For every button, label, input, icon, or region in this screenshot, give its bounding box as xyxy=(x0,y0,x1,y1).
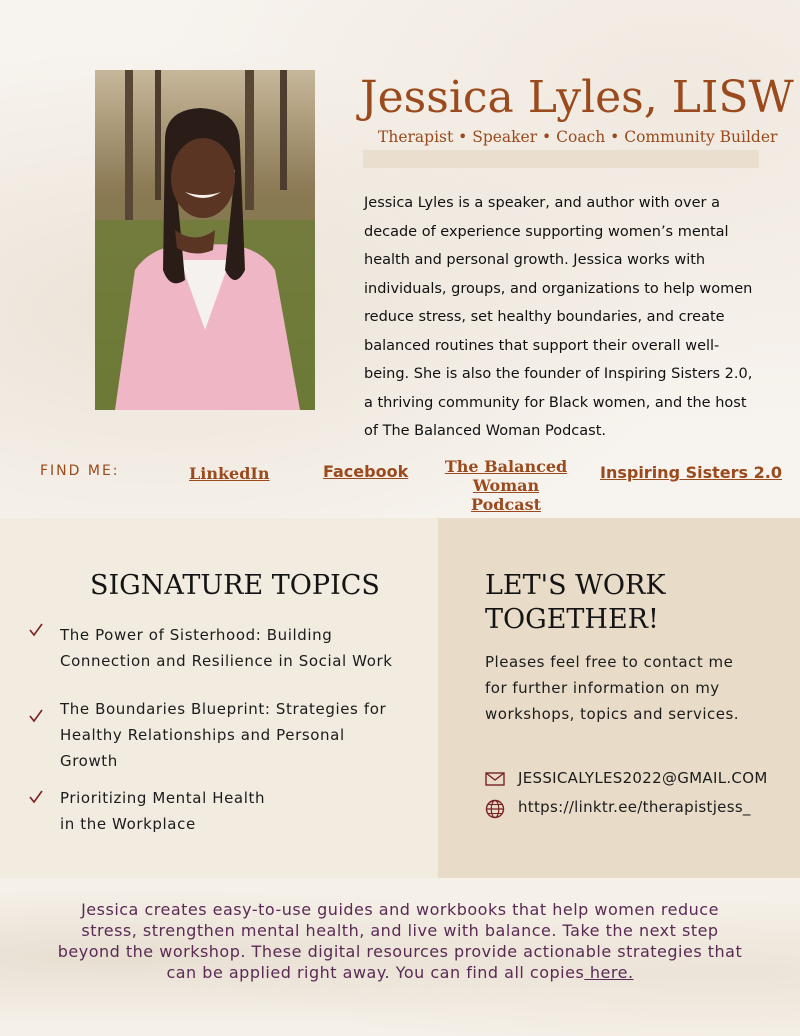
topic-text xyxy=(60,622,440,674)
work-title-line: TOGETHER! xyxy=(485,604,659,635)
profile-photo-image xyxy=(95,70,315,410)
tagline: Therapist • Speaker • Coach • Community Builder xyxy=(378,128,778,146)
profile-photo xyxy=(95,70,315,410)
topic-line: in the Workplace xyxy=(60,815,196,833)
work-title-line: LET'S WORK xyxy=(485,570,666,601)
check-icon xyxy=(28,708,44,724)
podcast-link[interactable] xyxy=(437,457,575,514)
podcast-link-line2: Woman Podcast xyxy=(471,476,541,514)
check-icon xyxy=(28,789,44,805)
topic-line: Growth xyxy=(60,752,118,770)
signature-topics-title: SIGNATURE TOPICS xyxy=(90,570,380,601)
footer-body: Jessica creates easy-to-use guides and workbooks that help women reduce stress, strengthen mental health, and live with balance. Take the next step beyond the workshop. These digital resources provide actionable strategies that can be applied right away. You can find all copies xyxy=(57,900,743,982)
facebook-link[interactable]: Facebook xyxy=(323,462,409,481)
check-icon xyxy=(28,622,44,638)
find-me-label: FIND ME: xyxy=(40,463,120,479)
tagline-highlight xyxy=(363,150,759,168)
podcast-link-line1: The Balanced xyxy=(444,457,568,476)
bio-text: Jessica Lyles is a speaker, and author with over a decade of experience supporting women’s mental health and personal growth. Jessica works with individuals, groups, and organizations to help women reduce stress, set healthy boundaries, and create balanced routines that support their overall well-being. She is also the founder of Inspiring Sisters 2.0, a thriving community for Black women, and the host of The Balanced Woman Podcast. xyxy=(364,195,753,439)
topic-text xyxy=(60,696,440,774)
topic-line: The Power of Sisterhood: Building xyxy=(60,626,333,644)
website-url: https://linktr.ee/therapistjess_ xyxy=(518,798,751,816)
linkedin-link[interactable]: LinkedIn xyxy=(189,464,270,483)
here-link[interactable]: here. xyxy=(584,963,634,982)
presenter-name: Jessica Lyles, LISW xyxy=(360,72,794,123)
website-contact[interactable] xyxy=(485,798,795,820)
globe-icon xyxy=(485,799,505,819)
email-address: JESSICALYLES2022@GMAIL.COM xyxy=(518,769,768,787)
work-together-text: Pleases feel free to contact me for further information on my workshops, topics and services. xyxy=(485,653,740,723)
inspiring-sisters-link[interactable]: Inspiring Sisters 2.0 xyxy=(600,463,782,482)
topic-line: Healthy Relationships and Personal xyxy=(60,726,345,744)
topic-line: Prioritizing Mental Health xyxy=(60,789,266,807)
footer-text xyxy=(55,899,745,983)
work-together-title xyxy=(485,569,785,637)
mail-icon xyxy=(485,771,505,787)
topic-text xyxy=(60,785,440,837)
topic-line: The Boundaries Blueprint: Strategies for xyxy=(60,700,387,718)
email-contact[interactable] xyxy=(485,769,795,791)
topic-line: Connection and Resilience in Social Work xyxy=(60,652,393,670)
